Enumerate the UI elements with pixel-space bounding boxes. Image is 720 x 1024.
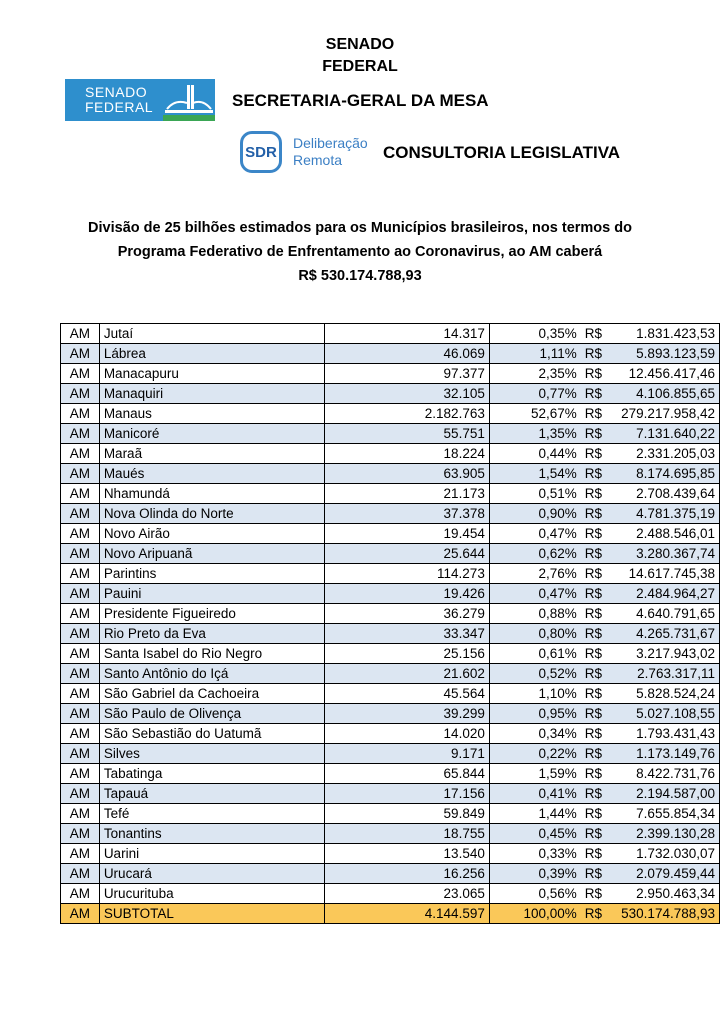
congress-building-icon	[163, 79, 215, 121]
cell-pop: 21.602	[324, 664, 489, 684]
cell-state: AM	[61, 504, 100, 524]
sdr-text	[293, 135, 368, 169]
cell-pct: 1,35%	[489, 424, 580, 444]
table-row	[61, 424, 720, 444]
table-row	[61, 724, 720, 744]
cell-pop: 25.156	[324, 644, 489, 664]
cell-state: AM	[61, 764, 100, 784]
cell-cur: R$	[581, 544, 605, 564]
table-row	[61, 364, 720, 384]
cell-amount: 2.194.587,00	[605, 784, 720, 804]
cell-cur: R$	[581, 324, 605, 344]
cell-cur: R$	[581, 784, 605, 804]
secretaria-heading: SECRETARIA-GERAL DA MESA	[232, 91, 489, 110]
cell-city: São Gabriel da Cachoeira	[99, 684, 324, 704]
cell-amount: 2.484.964,27	[605, 584, 720, 604]
cell-amount: 2.079.459,44	[605, 864, 720, 884]
cell-pct: 0,47%	[489, 584, 580, 604]
cell-city: Uarini	[99, 844, 324, 864]
cell-pop: 21.173	[324, 484, 489, 504]
cell-pop: 18.755	[324, 824, 489, 844]
cell-amount: 4.106.855,65	[605, 384, 720, 404]
cell-pct: 2,35%	[489, 364, 580, 384]
senado-federal-logo	[65, 79, 215, 121]
cell-cur: R$	[581, 904, 605, 924]
cell-pop: 23.065	[324, 884, 489, 904]
cell-pct: 0,45%	[489, 824, 580, 844]
table-row	[61, 844, 720, 864]
cell-amount: 2.708.439,64	[605, 484, 720, 504]
cell-city: Silves	[99, 744, 324, 764]
cell-cur: R$	[581, 664, 605, 684]
cell-pop: 18.224	[324, 444, 489, 464]
table-row	[61, 524, 720, 544]
table-row	[61, 584, 720, 604]
cell-pop: 25.644	[324, 544, 489, 564]
cell-amount: 1.793.431,43	[605, 724, 720, 744]
cell-state: AM	[61, 424, 100, 444]
cell-state: AM	[61, 324, 100, 344]
cell-city: Urucurituba	[99, 884, 324, 904]
cell-amount: 4.640.791,65	[605, 604, 720, 624]
table-row	[61, 824, 720, 844]
cell-pop: 114.273	[324, 564, 489, 584]
cell-amount: 7.655.854,34	[605, 804, 720, 824]
cell-amount: 2.488.546,01	[605, 524, 720, 544]
cell-pct: 0,61%	[489, 644, 580, 664]
table-row	[61, 644, 720, 664]
cell-city: SUBTOTAL	[99, 904, 324, 924]
cell-pop: 46.069	[324, 344, 489, 364]
document-heading	[40, 216, 680, 288]
cell-state: AM	[61, 604, 100, 624]
heading-line3: R$ 530.174.788,93	[298, 268, 422, 284]
sdr-logo	[240, 131, 380, 175]
table-row	[61, 804, 720, 824]
cell-amount: 279.217.958,42	[605, 404, 720, 424]
cell-pct: 0,80%	[489, 624, 580, 644]
sdr-line1: Deliberação	[293, 135, 368, 151]
cell-state: AM	[61, 724, 100, 744]
cell-city: São Paulo de Olivença	[99, 704, 324, 724]
cell-pct: 1,59%	[489, 764, 580, 784]
cell-cur: R$	[581, 564, 605, 584]
cell-amount: 3.280.367,74	[605, 544, 720, 564]
cell-pop: 36.279	[324, 604, 489, 624]
table-row	[61, 324, 720, 344]
cell-pop: 65.844	[324, 764, 489, 784]
cell-pop: 39.299	[324, 704, 489, 724]
cell-cur: R$	[581, 624, 605, 644]
cell-amount: 2.331.205,03	[605, 444, 720, 464]
cell-amount: 5.893.123,59	[605, 344, 720, 364]
cell-pct: 0,56%	[489, 884, 580, 904]
sdr-line2: Remota	[293, 152, 343, 168]
cell-city: Manaquiri	[99, 384, 324, 404]
cell-state: AM	[61, 904, 100, 924]
cell-amount: 1.831.423,53	[605, 324, 720, 344]
table-row	[61, 344, 720, 364]
table-row	[61, 464, 720, 484]
table-row	[61, 624, 720, 644]
cell-city: Presidente Figueiredo	[99, 604, 324, 624]
cell-amount: 4.265.731,67	[605, 624, 720, 644]
cell-pct: 0,34%	[489, 724, 580, 744]
cell-amount: 8.174.695,85	[605, 464, 720, 484]
cell-cur: R$	[581, 684, 605, 704]
cell-cur: R$	[581, 864, 605, 884]
cell-cur: R$	[581, 484, 605, 504]
cell-pop: 45.564	[324, 684, 489, 704]
cell-city: Rio Preto da Eva	[99, 624, 324, 644]
cell-state: AM	[61, 564, 100, 584]
consultoria-heading: CONSULTORIA LEGISLATIVA	[383, 143, 621, 162]
cell-state: AM	[61, 704, 100, 724]
cell-cur: R$	[581, 744, 605, 764]
cell-city: Nova Olinda do Norte	[99, 504, 324, 524]
cell-city: Santa Isabel do Rio Negro	[99, 644, 324, 664]
cell-state: AM	[61, 784, 100, 804]
cell-amount: 5.027.108,55	[605, 704, 720, 724]
cell-cur: R$	[581, 764, 605, 784]
logo-text: SENADO FEDERAL	[85, 84, 154, 115]
cell-pop: 37.378	[324, 504, 489, 524]
cell-cur: R$	[581, 644, 605, 664]
cell-city: Tapauá	[99, 784, 324, 804]
cell-pct: 1,54%	[489, 464, 580, 484]
table-row	[61, 864, 720, 884]
sdr-badge: SDR	[240, 131, 282, 173]
cell-state: AM	[61, 364, 100, 384]
cell-pct: 0,52%	[489, 664, 580, 684]
senado-title-line1: SENADO	[325, 36, 395, 53]
cell-pct: 0,22%	[489, 744, 580, 764]
cell-pct: 1,44%	[489, 804, 580, 824]
cell-amount: 2.763.317,11	[605, 664, 720, 684]
cell-pct: 1,10%	[489, 684, 580, 704]
cell-state: AM	[61, 444, 100, 464]
cell-cur: R$	[581, 424, 605, 444]
subtotal-row	[61, 904, 720, 924]
table-row	[61, 384, 720, 404]
cell-pop: 16.256	[324, 864, 489, 884]
cell-city: Manicoré	[99, 424, 324, 444]
cell-amount: 2.950.463,34	[605, 884, 720, 904]
cell-city: Santo Antônio do Içá	[99, 664, 324, 684]
cell-cur: R$	[581, 724, 605, 744]
cell-state: AM	[61, 684, 100, 704]
cell-state: AM	[61, 664, 100, 684]
table-row	[61, 564, 720, 584]
cell-pop: 19.454	[324, 524, 489, 544]
cell-pct: 52,67%	[489, 404, 580, 424]
cell-state: AM	[61, 544, 100, 564]
table-row	[61, 544, 720, 564]
cell-amount: 530.174.788,93	[605, 904, 720, 924]
cell-pct: 0,77%	[489, 384, 580, 404]
cell-cur: R$	[581, 824, 605, 844]
cell-cur: R$	[581, 844, 605, 864]
table-row	[61, 784, 720, 804]
cell-state: AM	[61, 844, 100, 864]
senado-title	[300, 34, 420, 78]
table-row	[61, 604, 720, 624]
cell-pct: 0,88%	[489, 604, 580, 624]
cell-cur: R$	[581, 404, 605, 424]
cell-cur: R$	[581, 384, 605, 404]
cell-state: AM	[61, 584, 100, 604]
cell-city: Novo Airão	[99, 524, 324, 544]
cell-city: Maués	[99, 464, 324, 484]
cell-cur: R$	[581, 604, 605, 624]
cell-pop: 17.156	[324, 784, 489, 804]
cell-city: Tonantins	[99, 824, 324, 844]
cell-pct: 2,76%	[489, 564, 580, 584]
table-row	[61, 404, 720, 424]
cell-pct: 0,47%	[489, 524, 580, 544]
cell-cur: R$	[581, 464, 605, 484]
cell-state: AM	[61, 464, 100, 484]
cell-amount: 4.781.375,19	[605, 504, 720, 524]
table-row	[61, 484, 720, 504]
cell-state: AM	[61, 484, 100, 504]
cell-cur: R$	[581, 804, 605, 824]
cell-pop: 55.751	[324, 424, 489, 444]
cell-amount: 1.732.030,07	[605, 844, 720, 864]
table-body	[61, 324, 720, 924]
municipalities-table	[60, 323, 720, 924]
cell-cur: R$	[581, 444, 605, 464]
cell-amount: 12.456.417,46	[605, 364, 720, 384]
cell-city: Tabatinga	[99, 764, 324, 784]
cell-city: Jutaí	[99, 324, 324, 344]
cell-amount: 5.828.524,24	[605, 684, 720, 704]
cell-city: Pauini	[99, 584, 324, 604]
cell-pop: 14.020	[324, 724, 489, 744]
cell-pct: 0,41%	[489, 784, 580, 804]
cell-pop: 14.317	[324, 324, 489, 344]
cell-state: AM	[61, 384, 100, 404]
cell-cur: R$	[581, 884, 605, 904]
cell-pop: 9.171	[324, 744, 489, 764]
cell-state: AM	[61, 644, 100, 664]
heading-line2: Programa Federativo de Enfrentamento ao Coronavirus, ao AM caberá	[117, 244, 603, 260]
cell-cur: R$	[581, 584, 605, 604]
cell-pct: 0,44%	[489, 444, 580, 464]
table-row	[61, 704, 720, 724]
cell-city: Nhamundá	[99, 484, 324, 504]
cell-city: Tefé	[99, 804, 324, 824]
table-row	[61, 884, 720, 904]
cell-amount: 1.173.149,76	[605, 744, 720, 764]
cell-pct: 0,39%	[489, 864, 580, 884]
cell-pop: 59.849	[324, 804, 489, 824]
cell-amount: 3.217.943,02	[605, 644, 720, 664]
cell-state: AM	[61, 524, 100, 544]
cell-pop: 33.347	[324, 624, 489, 644]
heading-line1: Divisão de 25 bilhões estimados para os Municípios brasileiros, nos termos do	[88, 220, 632, 236]
cell-city: Maraã	[99, 444, 324, 464]
table-row	[61, 444, 720, 464]
cell-cur: R$	[581, 364, 605, 384]
table-row	[61, 664, 720, 684]
cell-city: Parintins	[99, 564, 324, 584]
cell-amount: 14.617.745,38	[605, 564, 720, 584]
cell-pct: 1,11%	[489, 344, 580, 364]
cell-amount: 8.422.731,76	[605, 764, 720, 784]
cell-pct: 0,62%	[489, 544, 580, 564]
cell-city: Lábrea	[99, 344, 324, 364]
cell-city: Manaus	[99, 404, 324, 424]
table-row	[61, 684, 720, 704]
cell-amount: 7.131.640,22	[605, 424, 720, 444]
cell-pop: 13.540	[324, 844, 489, 864]
cell-pop: 32.105	[324, 384, 489, 404]
cell-pct: 0,33%	[489, 844, 580, 864]
cell-state: AM	[61, 804, 100, 824]
cell-cur: R$	[581, 344, 605, 364]
cell-amount: 2.399.130,28	[605, 824, 720, 844]
cell-state: AM	[61, 624, 100, 644]
cell-city: Manacapuru	[99, 364, 324, 384]
senado-title-line2: FEDERAL	[322, 58, 398, 75]
cell-pop: 4.144.597	[324, 904, 489, 924]
cell-pct: 0,35%	[489, 324, 580, 344]
table-row	[61, 504, 720, 524]
table-row	[61, 744, 720, 764]
cell-cur: R$	[581, 504, 605, 524]
cell-state: AM	[61, 884, 100, 904]
cell-pct: 100,00%	[489, 904, 580, 924]
cell-state: AM	[61, 344, 100, 364]
table-row	[61, 764, 720, 784]
cell-state: AM	[61, 404, 100, 424]
cell-pct: 0,95%	[489, 704, 580, 724]
cell-state: AM	[61, 744, 100, 764]
cell-pop: 2.182.763	[324, 404, 489, 424]
cell-pct: 0,51%	[489, 484, 580, 504]
cell-state: AM	[61, 864, 100, 884]
cell-city: São Sebastião do Uatumã	[99, 724, 324, 744]
cell-pct: 0,90%	[489, 504, 580, 524]
cell-pop: 97.377	[324, 364, 489, 384]
cell-city: Urucará	[99, 864, 324, 884]
cell-cur: R$	[581, 524, 605, 544]
cell-pop: 63.905	[324, 464, 489, 484]
cell-city: Novo Aripuanã	[99, 544, 324, 564]
cell-pop: 19.426	[324, 584, 489, 604]
cell-state: AM	[61, 824, 100, 844]
cell-cur: R$	[581, 704, 605, 724]
